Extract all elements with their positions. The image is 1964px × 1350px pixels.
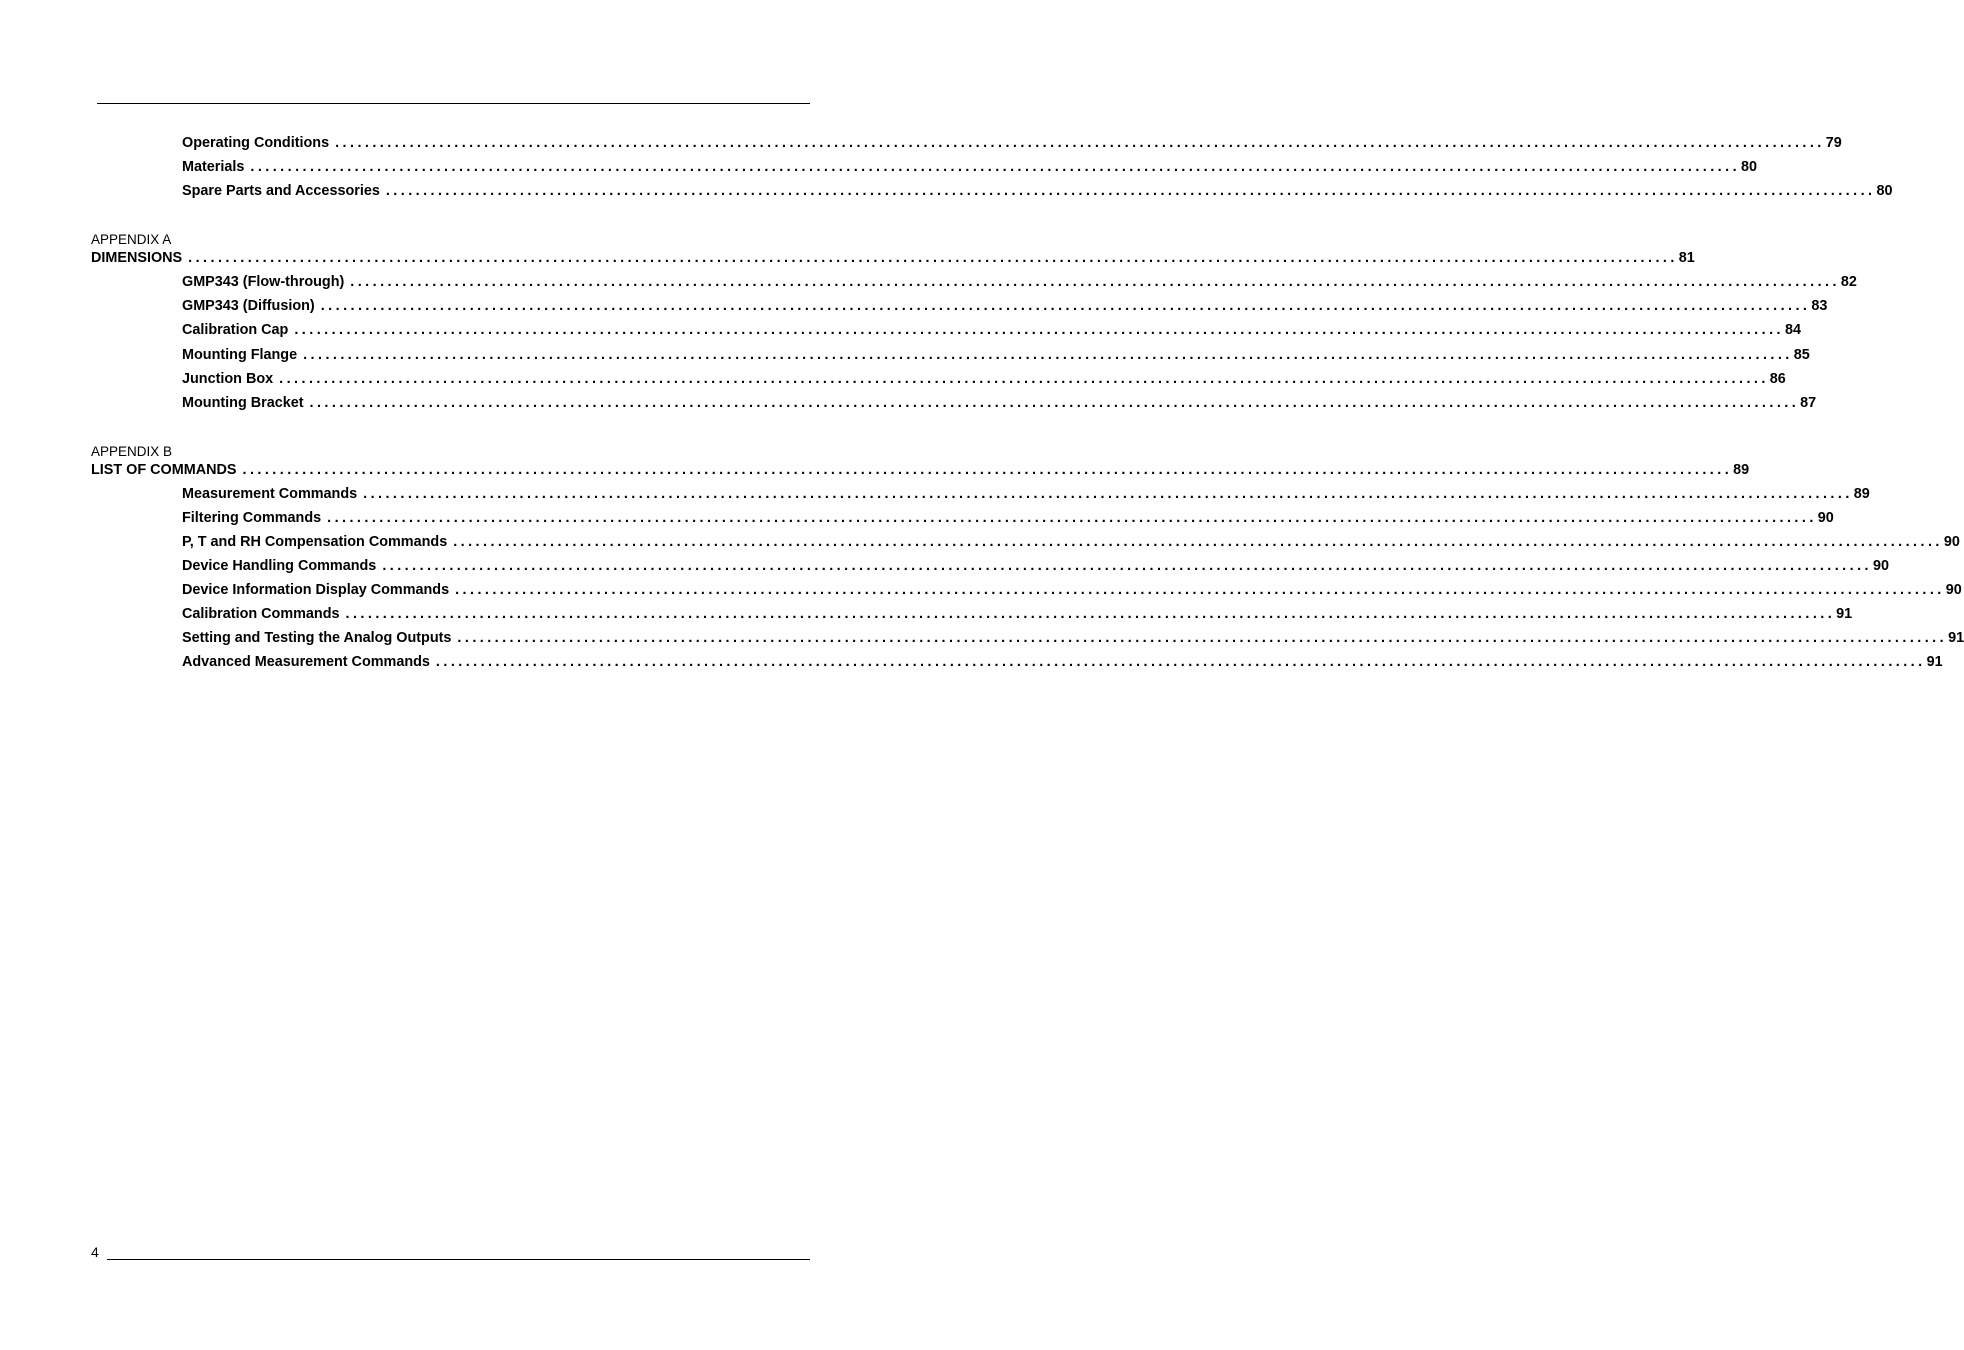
toc-entry-title: GMP343 (Diffusion) <box>182 298 315 314</box>
dot-leader: ........................................................................................................................................................................................................ <box>363 486 1853 502</box>
toc-entry-page: 82 <box>1840 274 1857 290</box>
toc-entry-title: Measurement Commands <box>182 486 358 502</box>
dot-leader: ........................................................................................................................................................................................................ <box>453 534 1943 550</box>
toc-entry-page: 86 <box>1769 371 1786 387</box>
toc-entry-mounting-bracket[interactable] <box>182 394 1817 412</box>
toc-heading-dimensions[interactable] <box>91 249 1695 267</box>
header-rule <box>97 103 810 104</box>
dot-leader: ........................................................................................................................................................................................................ <box>250 159 1741 175</box>
toc-entry-page: 80 <box>1876 183 1893 199</box>
toc-entry-spare-parts[interactable] <box>182 182 1893 200</box>
dot-leader: ........................................................................................................................................................................................................ <box>335 135 1825 151</box>
toc-entry-gmp343-flow-through[interactable] <box>182 273 1857 291</box>
toc-entry-device-information-commands[interactable] <box>182 581 1962 599</box>
toc-entry-title: P, T and RH Compensation Commands <box>182 534 448 550</box>
toc-heading-list-of-commands[interactable] <box>91 461 1750 479</box>
toc-entry-page: 84 <box>1784 322 1801 338</box>
toc-entry-junction-box[interactable] <box>182 370 1786 388</box>
toc-entry-page: 79 <box>1825 135 1842 151</box>
toc-entry-page: 91 <box>1948 630 1964 646</box>
dot-leader: ........................................................................................................................................................................................................ <box>303 347 1793 363</box>
toc-entry-compensation-commands[interactable] <box>182 533 1960 551</box>
toc-entry-page: 91 <box>1836 606 1853 622</box>
dot-leader: ........................................................................................................................................................................................................ <box>327 510 1817 526</box>
toc-entry-title: Spare Parts and Accessories <box>182 183 380 199</box>
dot-leader: ........................................................................................................................................................................................................ <box>457 630 1948 646</box>
toc-entry-title: Mounting Bracket <box>182 395 304 411</box>
toc-entry-measurement-commands[interactable] <box>182 485 1870 503</box>
toc-entry-page: 89 <box>1853 486 1870 502</box>
toc-entry-analog-outputs[interactable] <box>182 629 1964 647</box>
dot-leader: ........................................................................................................................................................................................................ <box>188 250 1678 266</box>
toc-entry-calibration-commands[interactable] <box>182 605 1853 623</box>
dot-leader: ........................................................................................................................................................................................................ <box>382 558 1872 574</box>
toc-entry-title: Filtering Commands <box>182 510 322 526</box>
toc-entry-title: Calibration Commands <box>182 606 340 622</box>
dot-leader: ........................................................................................................................................................................................................ <box>294 322 1784 338</box>
dot-leader: ........................................................................................................................................................................................................ <box>435 654 1926 670</box>
appendix-a-label: APPENDIX A <box>91 232 172 247</box>
toc-entry-page: 81 <box>1678 250 1695 266</box>
appendix-b-label: APPENDIX B <box>91 444 173 459</box>
toc-entry-title: Junction Box <box>182 371 274 387</box>
toc-entry-device-handling-commands[interactable] <box>182 557 1889 575</box>
toc-entry-title: DIMENSIONS <box>91 250 183 266</box>
dot-leader: ........................................................................................................................................................................................................ <box>279 371 1769 387</box>
dot-leader: ........................................................................................................................................................................................................ <box>242 462 1733 478</box>
toc-entry-page: 83 <box>1811 298 1828 314</box>
toc-entry-title: Calibration Cap <box>182 322 289 338</box>
dot-leader: ........................................................................................................................................................................................................ <box>345 606 1836 622</box>
dot-leader: ........................................................................................................................................................................................................ <box>385 183 1876 199</box>
toc-entry-page: 90 <box>1817 510 1834 526</box>
toc-entry-operating-conditions[interactable] <box>182 134 1842 152</box>
toc-entry-advanced-measurement-commands[interactable] <box>182 653 1943 671</box>
dot-leader: ........................................................................................................................................................................................................ <box>320 298 1811 314</box>
toc-entry-title: Advanced Measurement Commands <box>182 654 430 670</box>
toc-entry-gmp343-diffusion[interactable] <box>182 297 1828 315</box>
footer-rule <box>107 1259 810 1260</box>
toc-entry-page: 90 <box>1945 582 1962 598</box>
page-number: 4 <box>91 1244 99 1260</box>
toc-entry-title: Setting and Testing the Analog Outputs <box>182 630 452 646</box>
toc-entry-title: LIST OF COMMANDS <box>91 462 237 478</box>
dot-leader: ........................................................................................................................................................................................................ <box>350 274 1840 290</box>
toc-entry-page: 80 <box>1741 159 1758 175</box>
toc-entry-page: 91 <box>1926 654 1943 670</box>
toc-entry-title: Materials <box>182 159 245 175</box>
toc-entry-page: 90 <box>1872 558 1889 574</box>
toc-entry-title: Operating Conditions <box>182 135 330 151</box>
dot-leader: ........................................................................................................................................................................................................ <box>455 582 1945 598</box>
toc-entry-page: 89 <box>1733 462 1750 478</box>
toc-entry-title: Device Information Display Commands <box>182 582 450 598</box>
toc-entry-page: 90 <box>1943 534 1960 550</box>
toc-entry-title: Device Handling Commands <box>182 558 377 574</box>
toc-entry-calibration-cap[interactable] <box>182 321 1801 339</box>
toc-entry-mounting-flange[interactable] <box>182 346 1810 364</box>
toc-entry-page: 87 <box>1800 395 1817 411</box>
toc-entry-title: Mounting Flange <box>182 347 298 363</box>
toc-entry-title: GMP343 (Flow-through) <box>182 274 345 290</box>
toc-entry-filtering-commands[interactable] <box>182 509 1834 527</box>
toc-entry-page: 85 <box>1793 347 1810 363</box>
toc-entry-materials[interactable] <box>182 158 1758 176</box>
dot-leader: ........................................................................................................................................................................................................ <box>309 395 1800 411</box>
